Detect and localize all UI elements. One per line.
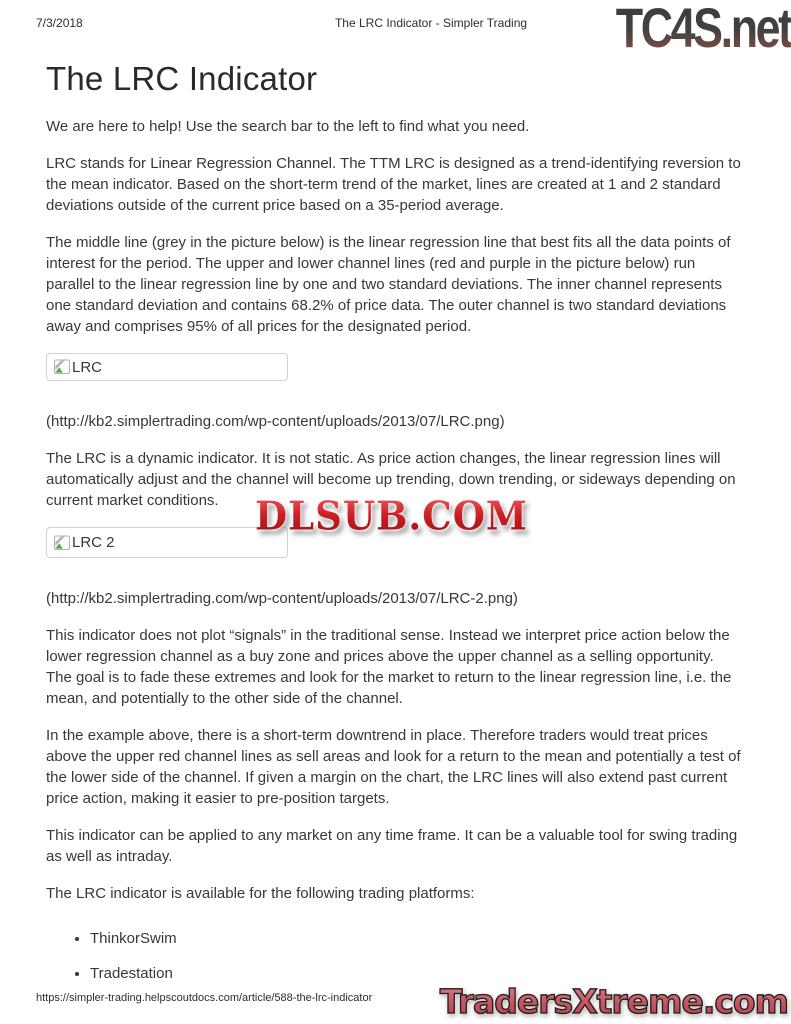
lrc2-image-link[interactable]: (http://kb2.simplertrading.com/wp-content/uploads/2013/07/LRC-2.png) bbox=[46, 590, 518, 607]
lrc-image-placeholder-wrap bbox=[46, 353, 743, 381]
broken-image-alt-text: LRC 2 bbox=[72, 534, 115, 551]
paragraph-lrc-definition: LRC stands for Linear Regression Channel. The TTM LRC is designed as a trend-identifying reversion to the mean indicator. Based on the short-term trend of the market, lines are created at 1 and 2 standard deviations outside of the current price based on a 35-period average. bbox=[46, 155, 741, 214]
lrc2-image-placeholder-wrap bbox=[46, 492, 743, 558]
lrc-image-link[interactable]: (http://kb2.simplertrading.com/wp-content/uploads/2013/07/LRC.png) bbox=[46, 413, 505, 430]
article-page bbox=[46, 0, 743, 998]
dlsub-watermark-logo: DLSUB.COM bbox=[255, 492, 528, 540]
print-header-title: The LRC Indicator - Simpler Trading bbox=[334, 16, 528, 30]
print-header-date: 7/3/2018 bbox=[36, 16, 83, 30]
paragraph-dynamic-indicator: The LRC is a dynamic indicator. It is not static. As price action changes, the linear regression lines will automatically adjust and the channel will become up trending, down trending, or sideways depending on current market conditions. bbox=[46, 450, 736, 509]
print-footer-url: https://simpler-trading.helpscoutdocs.com/article/588-the-lrc-indicator bbox=[36, 992, 373, 1004]
broken-image-icon bbox=[53, 534, 71, 552]
broken-image-alt-text: LRC bbox=[72, 358, 103, 376]
tc4s-site-logo: TC4S.net bbox=[616, 0, 791, 59]
platform-list bbox=[46, 928, 743, 984]
paragraph-platforms-intro: The LRC indicator is available for the following trading platforms: bbox=[46, 885, 475, 902]
list-item-tradestation: • Tradestation bbox=[90, 963, 743, 984]
broken-image-icon bbox=[53, 358, 71, 376]
broken-image-box-lrc bbox=[46, 353, 288, 381]
paragraph-example: In the example above, there is a short-term downtrend in place. Therefore traders would treat prices above the upper red channel lines as sell areas and look for a return to the mean and potentially a test of the lower side of the channel. If given a margin on the chart, the LRC lines will also extend past current price action, making it easier to pre-position targets. bbox=[46, 727, 741, 807]
paragraph-signals: This indicator does not plot “signals” in the traditional sense. Instead we interpret price action below the lower regression channel as a buy zone and prices above the upper channel as a selling opportunity. The goal is to fade these extremes and look for the market to return to the linear regression line, i.e. the mean, and potentially to the other side of the channel. bbox=[46, 627, 732, 707]
paragraph-any-market: This indicator can be applied to any market on any time frame. It can be a valuable tool for swing trading as well as intraday. bbox=[46, 827, 738, 865]
list-item-thinkorswim: • ThinkorSwim bbox=[90, 928, 743, 949]
tradersxtreme-logo: TradersXtreme.com bbox=[439, 982, 788, 1021]
page-title: The LRC Indicator bbox=[46, 60, 318, 97]
broken-image-box-lrc2 bbox=[46, 527, 288, 558]
paragraph-channel-lines: The middle line (grey in the picture below) is the linear regression line that best fits all the data points of interest for the period. The upper and lower channel lines (red and purple in the picture below) run parallel to the linear regression line by one and two standard deviations. The inner channel represents one standard deviation and contains 68.2% of price data. The outer channel is two standard deviations away and comprises 95% of all prices for the designated period. bbox=[46, 234, 731, 335]
intro-paragraph: We are here to help! Use the search bar to the left to find what you need. bbox=[46, 118, 530, 135]
